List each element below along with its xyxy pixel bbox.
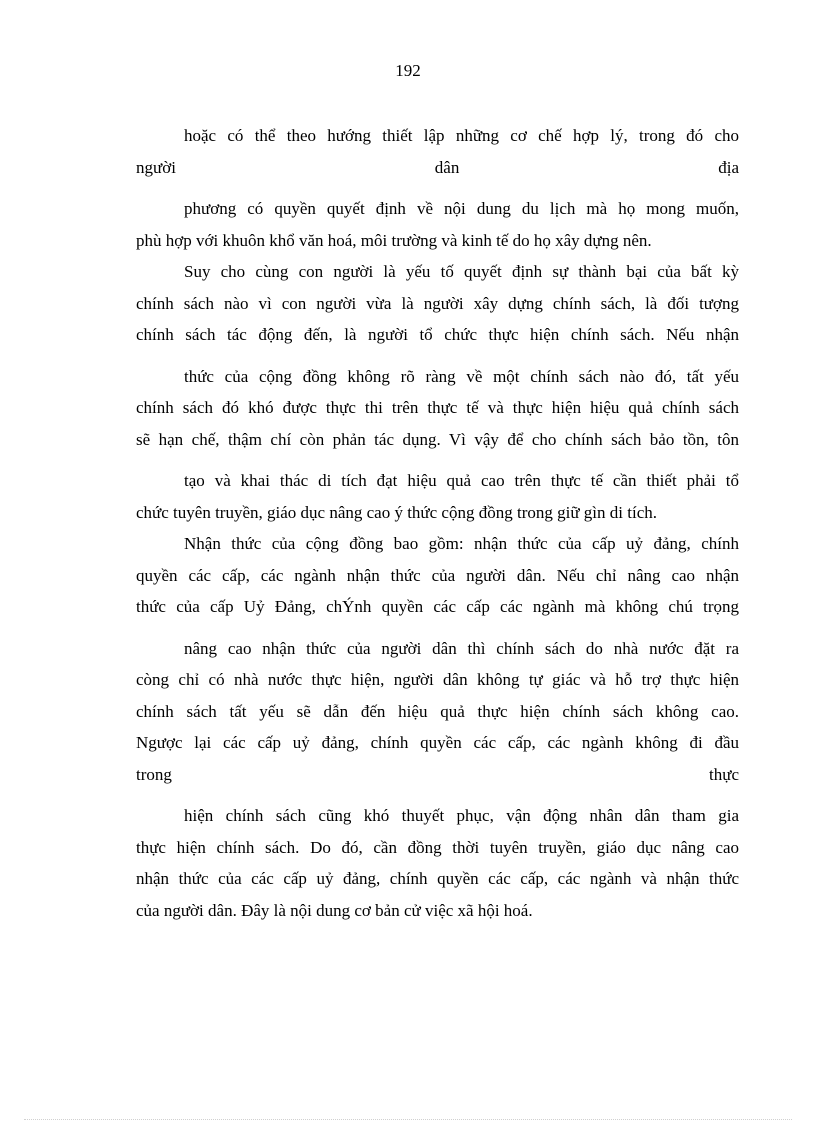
text-line: thức của cộng đồng không rõ ràng về một chính sách nào đó, tất yếu <box>184 366 739 386</box>
text-line: thực hiện chính sách. Do đó, cần đồng thời tuyên truyền, giáo dục nâng cao <box>136 837 739 857</box>
text-line: chính sách tất yếu sẽ dẫn đến hiệu quả thực hiện chính sách không cao. <box>136 701 739 721</box>
text-line: của người dân. Đây là nội dung cơ bản cử việc xã hội hoá. <box>136 900 533 920</box>
page-bottom-divider <box>24 1119 792 1120</box>
text-line: thức của cấp Uỷ Đảng, chÝnh quyền các cấp các ngành mà không chú trọng <box>136 597 739 616</box>
text-line: phương có quyền quyết định về nội dung du lịch mà họ mong muốn, <box>184 199 739 218</box>
text-line: phù hợp với khuôn khổ văn hoá, môi trường và kinh tế do họ xây dựng nên. <box>136 230 652 250</box>
text-line: còng chỉ có nhà nước thực hiện, người dân không tự giác và hỗ trợ thực hiện <box>136 670 739 689</box>
text-line: Ngược lại các cấp uỷ đảng, chính quyền các cấp, các ngành không đi đầu <box>136 733 739 752</box>
text-line: chính sách nào vì con người vừa là người xây dựng chính sách, là đối tượng <box>136 293 739 313</box>
text-line: chức tuyên truyền, giáo dục nâng cao ý thức cộng đồng trong giữ gìn di tích. <box>136 502 657 522</box>
text-line: Suy cho cùng con người là yếu tố quyết định sự thành bại của bất kỳ <box>184 262 739 281</box>
text-line: nâng cao nhận thức của người dân thì chính sách do nhà nước đặt ra <box>184 638 739 658</box>
text-line: người dân địa <box>136 157 739 177</box>
text-line: quyền các cấp, các ngành nhận thức của người dân. Nếu chỉ nâng cao nhận <box>136 565 739 585</box>
text-line: chính sách tác động đến, là người tổ chức thực hiện chính sách. Nếu nhận <box>136 325 739 344</box>
text-line: hoặc có thể theo hướng thiết lập những cơ chế hợp lý, trong đó cho <box>184 126 739 145</box>
text-line: sẽ hạn chế, thậm chí còn phản tác dụng. Vì vậy để cho chính sách bảo tồn, tôn <box>136 429 739 449</box>
text-line: trong thực <box>136 764 739 784</box>
text-line: hiện chính sách cũng khó thuyết phục, vận động nhân dân tham gia <box>184 806 739 825</box>
body-text <box>136 120 739 926</box>
text-line: chính sách đó khó được thực thi trên thực tế và thực hiện hiệu quả chính sách <box>136 398 739 417</box>
text-line: nhận thức của các cấp uỷ đảng, chính quyền các cấp, các ngành và nhận thức <box>136 869 739 888</box>
page-number: 192 <box>395 61 421 80</box>
text-line: Nhận thức của cộng đồng bao gồm: nhận thức của cấp uỷ đảng, chính <box>184 534 739 553</box>
text-line: tạo và khai thác di tích đạt hiệu quả cao trên thực tế cần thiết phải tổ <box>184 471 739 490</box>
